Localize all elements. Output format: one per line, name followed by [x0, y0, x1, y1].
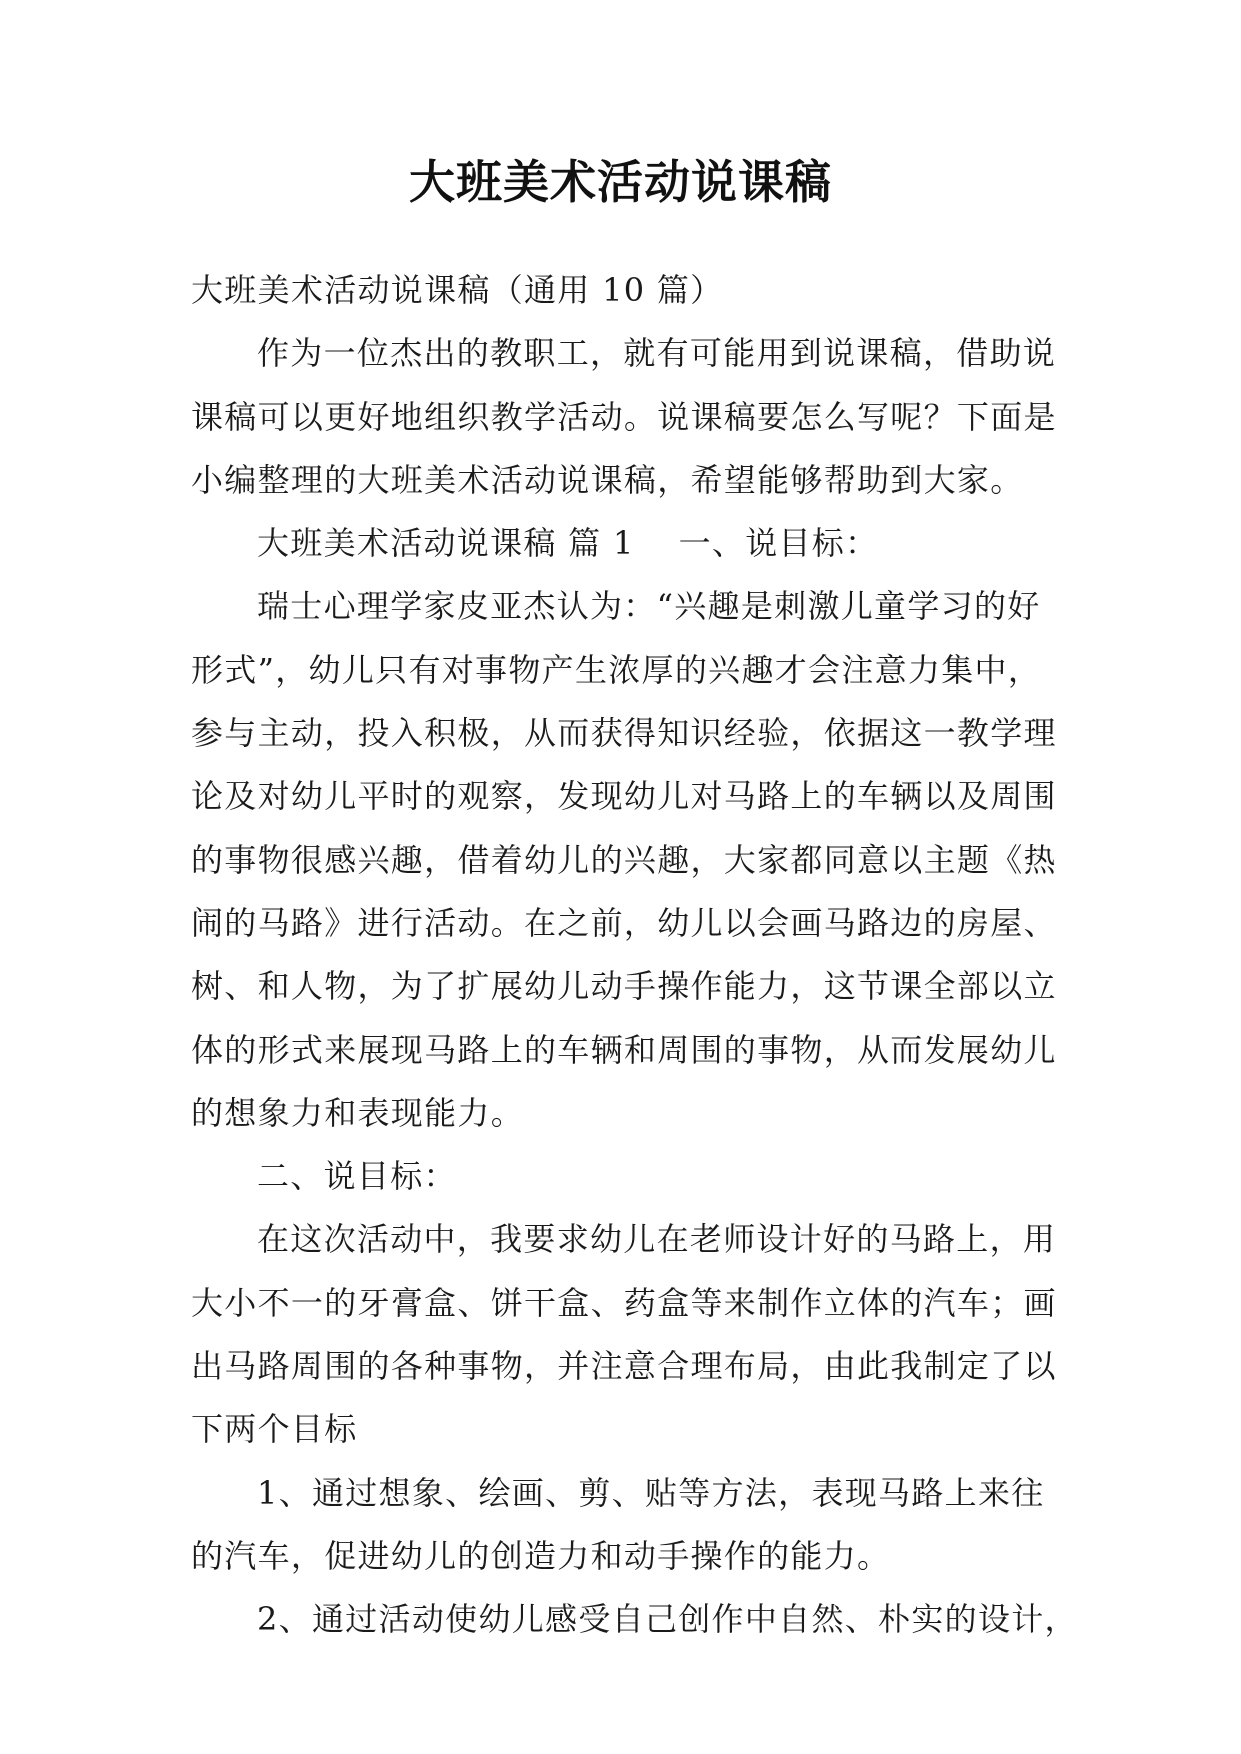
text-line-content: 2、通过活动使幼儿感受自己创作中自然、朴实的设计，: [257, 1600, 1078, 1639]
text-line-content: 作为一位杰出的教职工，就有可能用到说课稿，借助说: [257, 334, 1057, 373]
text-line: [191, 386, 1071, 449]
text-line-content: 大小不一的牙膏盒、饼干盒、药盒等来制作立体的汽车；画: [191, 1283, 1057, 1322]
text-line-content: 在这次活动中，我要求幼儿在老师设计好的马路上，用: [257, 1220, 1057, 1259]
text-line-content: 的事物很感兴趣，借着幼儿的兴趣，大家都同意以主题《热: [191, 840, 1057, 879]
text-line: [191, 1272, 1071, 1335]
text-line-content: 课稿可以更好地组织教学活动。说课稿要怎么写呢？下面是: [191, 397, 1057, 436]
text-line-content: 出马路周围的各种事物，并注意合理布局，由此我制定了以: [191, 1347, 1057, 1386]
text-line: [191, 1082, 1071, 1145]
text-line-content: 体的形式来展现马路上的车辆和周围的事物，从而发展幼儿: [191, 1030, 1057, 1069]
text-line-content: 下两个目标: [191, 1410, 358, 1449]
text-line: [191, 449, 1071, 512]
text-line: [191, 765, 1071, 828]
section-heading: 一、说目标：: [678, 524, 879, 563]
text-line-content: 参与主动，投入积极，从而获得知识经验，依据这一教学理: [191, 714, 1057, 753]
text-line-content: 论及对幼儿平时的观察，发现幼儿对马路上的车辆以及周围: [191, 777, 1057, 816]
text-line-content: 树、和人物，为了扩展幼儿动手操作能力，这节课全部以立: [191, 967, 1057, 1006]
text-line-content: 大班美术活动说课稿 篇 1: [257, 524, 635, 563]
text-line-content: 的想象力和表现能力。: [191, 1093, 525, 1132]
text-line-content: 瑞士心理学家皮亚杰认为：“兴趣是刺激儿童学习的好: [257, 587, 1041, 626]
text-line: [191, 259, 1071, 322]
text-line: [191, 1019, 1071, 1082]
text-line: [191, 575, 1071, 638]
document-body: [191, 259, 1078, 1652]
text-line-content: 闹的马路》进行活动。在之前，幼儿以会画马路边的房屋、: [191, 903, 1057, 942]
text-line-content: 形式”，幼儿只有对事物产生浓厚的兴趣才会注意力集中，: [191, 650, 1042, 689]
text-line: [191, 1525, 1071, 1588]
text-line: [191, 1588, 1078, 1651]
text-line: [191, 322, 1071, 385]
text-line-content: 的汽车，促进幼儿的创造力和动手操作的能力。: [191, 1536, 891, 1575]
document-title: 大班美术活动说课稿: [409, 155, 832, 209]
text-line: [191, 892, 1071, 955]
text-line: [191, 1208, 1071, 1271]
text-line: [191, 1462, 1071, 1525]
text-line: [191, 955, 1071, 1018]
text-line-content: 二、说目标：: [257, 1157, 457, 1196]
text-line-content: 小编整理的大班美术活动说课稿，希望能够帮助到大家。: [191, 460, 1024, 499]
text-line-content: 1、通过想象、绘画、剪、贴等方法，表现马路上来往: [257, 1473, 1045, 1512]
text-line: [191, 829, 1071, 892]
text-line: [191, 512, 1071, 575]
text-line: [191, 1145, 1071, 1208]
text-line: [191, 1398, 1071, 1461]
text-line: [191, 1335, 1071, 1398]
text-line: [191, 639, 1071, 702]
text-line: [191, 702, 1071, 765]
text-line-content: 大班美术活动说课稿（通用 10 篇）: [191, 271, 724, 309]
